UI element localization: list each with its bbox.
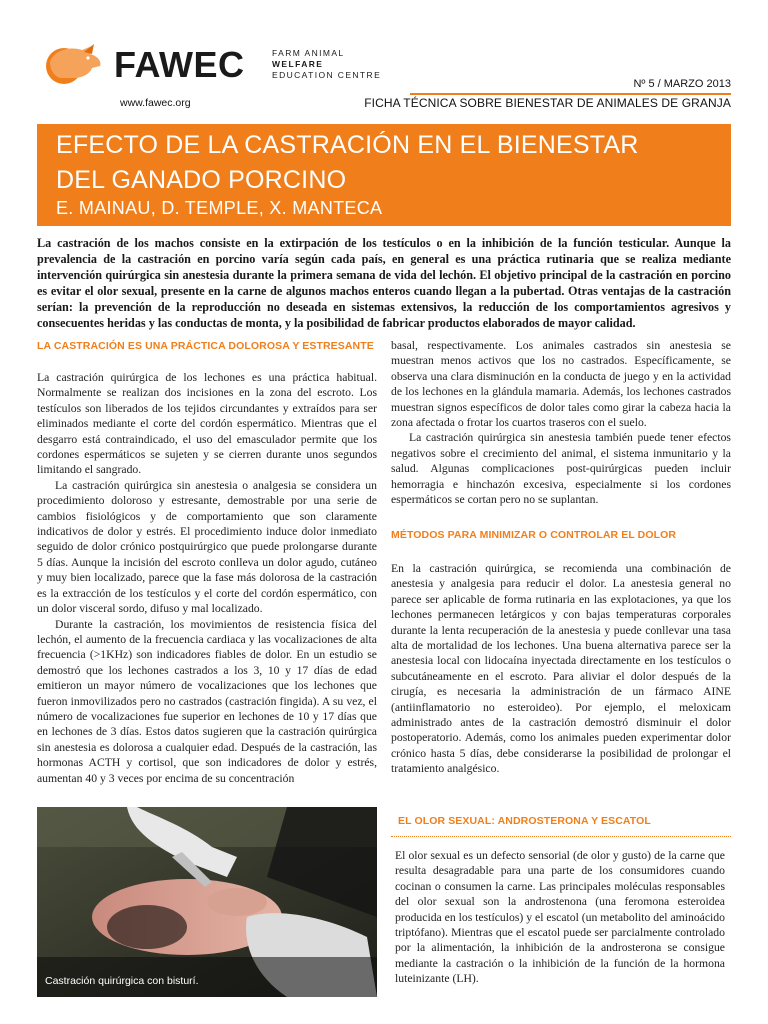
paragraph: La castración quirúrgica sin anestesia o analgesia se considera un procedimiento doloroso y estresante, demostrable por una serie de cambios fisiológicos y de comportamiento que son claramente indicativos de dolor y estrés. El procedimiento induce dolor inmediato seguido de dolor crónico postquirúrgico que puede prolongarse durante 5 días. Aunque la incisión del escroto conlleva un dolor agudo, cutáneo y muy bien localizado, parece que la fase más dolorosa de la castración es la extracción de los testículos y el corte del cordón espermático, con un dolor visceral sordo, difuso y mal localizado. (37, 478, 377, 616)
section-heading-methods: MÉTODOS PARA MINIMIZAR O CONTROLAR EL DOLOR (391, 529, 677, 541)
right-column-continuation (391, 338, 731, 507)
paragraph: La castración quirúrgica sin anestesia también puede tener efectos negativos sobre el crecimiento del animal, el sistema inmunitario y la salud. Algunas complicaciones post-quirúrgicas pueden incluir hemorragia e hinchazón excesiva, especialmente si los cordones espermáticos se cortan pero no se suplantan. (391, 431, 731, 507)
header-divider (410, 93, 731, 95)
article-authors: E. MAINAU, D. TEMPLE, X. MANTECA (56, 198, 383, 218)
left-column (37, 370, 377, 786)
brand-line: EDUCATION CENTRE (272, 70, 382, 80)
boar-taint-column (395, 848, 725, 987)
intro-paragraph: La castración de los machos consiste en la extirpación de los testículos o en la inhibición de la función testicular. Aunque la prevalencia de la castración en porcino varía según cada país, en general es una práctica rutinaria que se realiza mediante intervención quirúrgica sin anestesia durante la primera semana de vida del lechón. El objetivo principal de la castración en porcino es evitar el olor sexual, presente en la carne de algunos machos enteros cuando llegan a la pubertad. Otras ventajas de la castración serían: la prevención de la reproducción no deseada en sistemas extensivos, la reducción de los comportamientos agresivos y consecuentes heridas y las conductas de monta, y la posibilidad de fabricar productos elaborados de mayor calidad. (37, 236, 731, 330)
paragraph: basal, respectivamente. Los animales castrados sin anestesia se muestran menos activos que los no castrados. Específicamente, se observa una clara disminución en la conducta de juego y en la actividad de los lechones en la glándula mamaria. Además, los lechones castrados muestran signos específicos de dolor tales como girar la cabeza hacia la zona afectada o frotar los cuartos traseros con el suelo. (391, 339, 731, 430)
article-title-line-2: DEL GANADO PORCINO (56, 166, 347, 194)
animal-logo-icon (40, 40, 104, 86)
title-banner (37, 124, 731, 226)
photo-illustration (37, 807, 377, 997)
paragraph: En la castración quirúrgica, se recomienda una combinación de anestesia y analgesia para reducir el dolor. La anestesia general no parece ser aplicable de forma rutinaria en las explotaciones, ya que los lechones permanecen letárgicos y con bajas temperaturas corporales durante la lenta recuperación de la anestesia y puede conllevar una tasa alta de mortalidad de los lechones. Una buena alternativa parece ser la anestesia local con lidocaína inyectada directamente en los testículos o subcutáneamente en el escroto. Para aliviar el dolor después de la cirugía, es necesaria la administración de un fármaco AINE (antiinflamatorio no esteroideo). Por ejemplo, el meloxicam administrado antes de la castración demostró disminuir el dolor postoperatorio. Además, como los animales pueden experimentar dolor crónico hasta 5 días, debe considerarse la posibilidad de prolongar el tratamiento analgésico. (391, 562, 731, 776)
brand-name: FAWEC (114, 44, 245, 85)
website-link[interactable]: www.fawec.org (120, 97, 191, 109)
paragraph: La castración quirúrgica de los lechones es una práctica habitual. Normalmente se realizan dos incisiones en la zona del escroto. Los testículos son liberados de los tejidos circundantes y extraídos para ser eliminados mediante el corte del cordón espermático. Mientras que el desgarro está contraindicado, el uso del emasculador permite que los cordones espermáticos se sujeten y se cierren durante unos segundos limitando el sangrado. (37, 371, 377, 477)
photo-caption: Castración quirúrgica con bisturí. (45, 975, 199, 987)
article-title-line-1: EFECTO DE LA CASTRACIÓN EN EL BIENESTAR (56, 131, 639, 159)
section-divider (391, 836, 731, 837)
section-heading-pain: LA CASTRACIÓN ES UNA PRÁCTICA DOLOROSA Y ESTRESANTE (37, 340, 374, 352)
issue-number: Nº 5 / MARZO 2013 (633, 78, 731, 90)
brand-line: WELFARE (272, 59, 324, 69)
series-title: FICHA TÉCNICA SOBRE BIENESTAR DE ANIMALES DE GRANJA (364, 96, 731, 110)
methods-column (391, 561, 731, 777)
castration-photo (37, 807, 377, 997)
paragraph: Durante la castración, los movimientos de resistencia física del lechón, el aumento de la frecuencia cardiaca y las vocalizaciones de alta frecuencia (>1KHz) son indicadores fiables de dolor. En un estudio se demostró que los lechones castrados a los 3, 10 y 17 días de edad emitieron un mayor número de vocalizaciones que los lechones que fueron inmovilizados pero no castrados (castración fingida). A su vez, el número de vocalizaciones fue superior en lechones de 10 y 17 días que en lechones de 3 días. Estos datos sugieren que la castración quirúrgica sin anestesia es dolorosa a cualquier edad. Después de la castración, las hormonas ACTH y cortisol, que son indicadores de dolor y estrés, aumentan 40 y 3 veces por encima de su concentración (37, 617, 377, 785)
paragraph: El olor sexual es un defecto sensorial (de olor y gusto) de la carne que resulta desagradable para una parte de los consumidores cuando cocinan o consumen la carne. Las principales moléculas responsables del olor sexual son la androstenona (una feromona esteroidea producida en los testículos) y el escatol (un metabolito del aminoácido triptófano). Mientras que el escatol puede ser parcialmente controlado por la alimentación, la inhibición de la androsterona se consigue mediante la castración o la inhibición de la función de la hormona luteinizante (LH). (395, 849, 725, 986)
section-heading-boar-taint: EL OLOR SEXUAL: ANDROSTERONA Y ESCATOL (398, 815, 651, 827)
brand-line: FARM ANIMAL (272, 48, 345, 58)
brand-subtitle (272, 48, 381, 81)
